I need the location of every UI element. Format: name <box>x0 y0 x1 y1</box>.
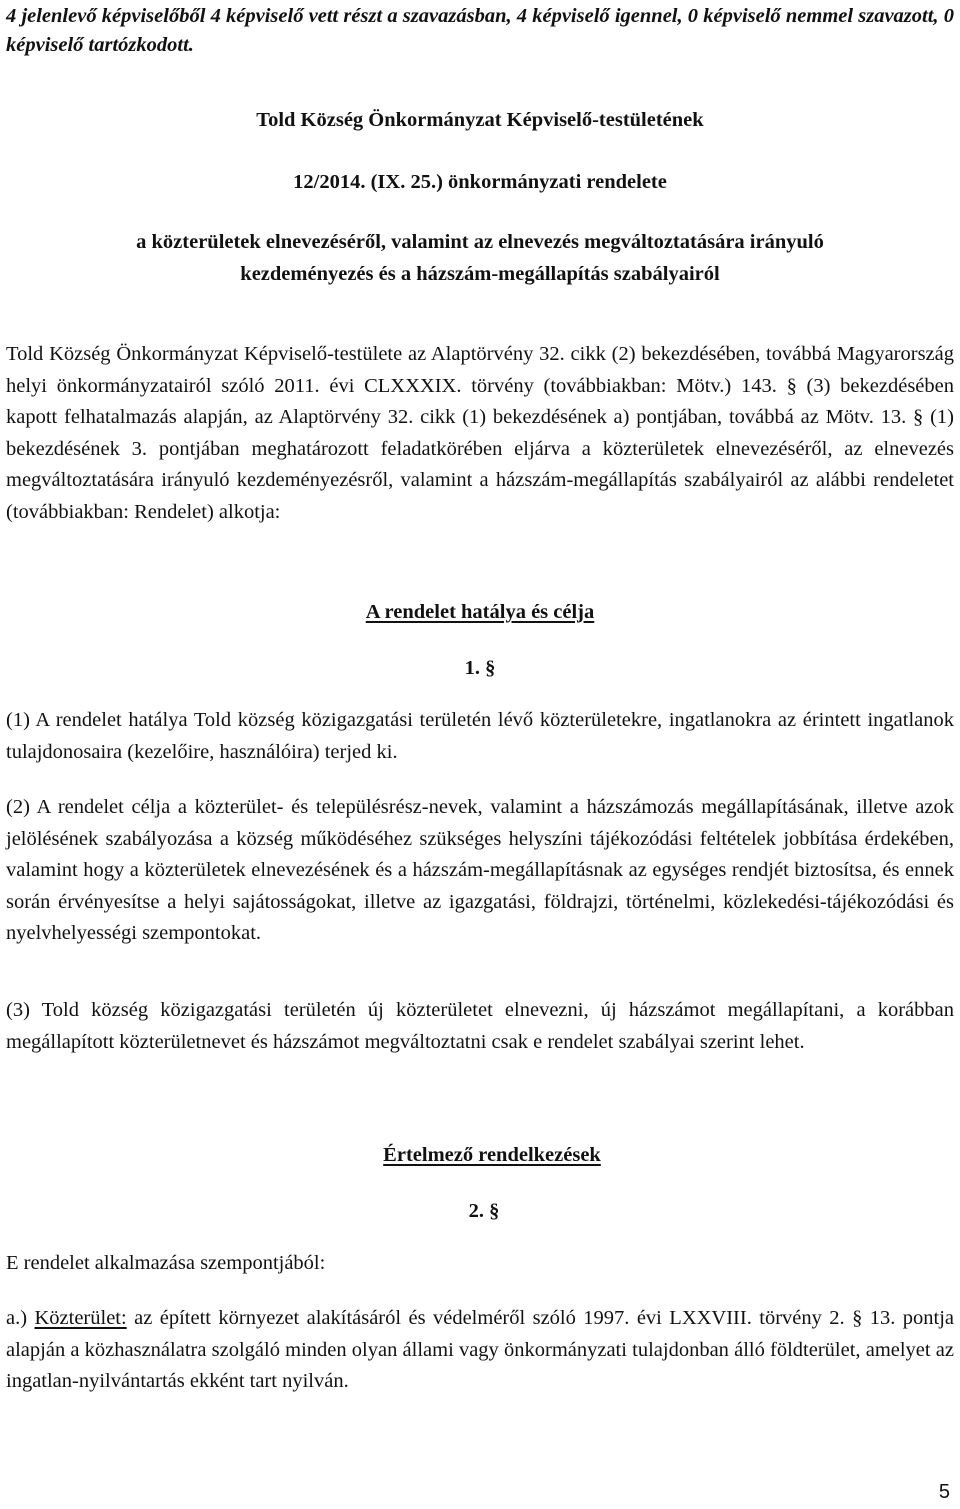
section-2-lead: E rendelet alkalmazása szempontjából: <box>6 1252 326 1274</box>
section-1-paragraph-1: (1) A rendelet hatálya Told község közigazgatási területén lévő közterületekre, ingatlanokra az érintett ingatlanok tulajdonosaira (kezelőire, használóira) terjed ki. <box>6 709 954 763</box>
definition-item-a-prefix: a.) <box>6 1307 28 1329</box>
section-1-paragraph-3: (3) Told község közigazgatási területén új közterületet elnevezni, új házszámot megállapítani, a korábban megállapított közterületnevet és házszámot megváltoztatni csak e rendelet szabályai szerint lehet. <box>6 999 954 1053</box>
section-2-number: 2. § <box>468 1200 500 1222</box>
definition-term-kozterulet: Közterület: <box>34 1307 127 1329</box>
section-2-title <box>18 1139 960 1171</box>
voting-result-note: 4 jelenlevő képviselőből 4 képviselő vett részt a szavazásban, 4 képviselő igennel, 0 képviselő nemmel szavazott, 0 képviselő tartózkodott. <box>6 5 954 56</box>
decree-title-line-2: kezdeményezés és a házszám-megállapítás szabályairól <box>240 263 720 285</box>
issuer-heading: Told Község Önkormányzat Képviselő-testületének <box>256 109 704 131</box>
definition-item-a <box>6 1303 954 1398</box>
page-number: 5 <box>938 1481 950 1503</box>
decree-number: 12/2014. (IX. 25.) önkormányzati rendelete <box>293 171 667 193</box>
section-1-paragraph-2: (2) A rendelet célja a közterület- és településrész-nevek, valamint a házszámozás megállapításának, illetve azok jelölésének szabályozása a község működéséhez szükséges helyszíni tájékozódási feltételek jobbítása érdekében, valamint hogy a közterületek elnevezésének és a házszám-megállapításnak az egységes rendjét biztosítsa, és ennek során érvényesítse a helyi sajátosságokat, illetve az igazgatási, földrajzi, történelmi, közlekedési-tájékozódási és nyelvhelyességi szempontokat. <box>6 796 954 944</box>
preamble-paragraph: Told Község Önkormányzat Képviselő-testülete az Alaptörvény 32. cikk (2) bekezdésében, továbbá Magyarország helyi önkormányzatairól szóló 2011. évi CLXXXIX. törvény (továbbiakban: Mötv.) 143. § (3) bekezdésében kapott felhatalmazás alapján, az Alaptörvény 32. cikk (1) bekezdésének a) pontjában, továbbá az Mötv. 13. § (1) bekezdésének 3. pontjában meghatározott feladatkörében eljárva a közterületek elnevezéséről, az elnevezés megváltoztatására irányuló kezdeményezésről, valamint a házszám-megállapítás szabályairól az alábbi rendeletet (továbbiakban: Rendelet) alkotja: <box>6 343 954 523</box>
section-1-number: 1. § <box>464 657 496 679</box>
section-1-title-text: A rendelet hatálya és célja <box>365 601 595 623</box>
decree-title-line-1: a közterületek elnevezéséről, valamint az elnevezés megváltoztatására irányuló <box>136 231 824 253</box>
section-1-title <box>6 596 954 628</box>
document-page <box>6 0 954 1509</box>
definition-item-a-text: az épített környezet alakításáról és védelméről szóló 1997. évi LXXVIII. törvény 2. § 13. pontja alapján a közhasználatra szolgáló minden olyan állami vagy önkormányzati tulajdonban álló földterület, amelyet az ingatlan-nyilvántartás ekként tart nyilván. <box>6 1307 955 1392</box>
section-2-title-text: Értelmező rendelkezések <box>383 1144 601 1166</box>
